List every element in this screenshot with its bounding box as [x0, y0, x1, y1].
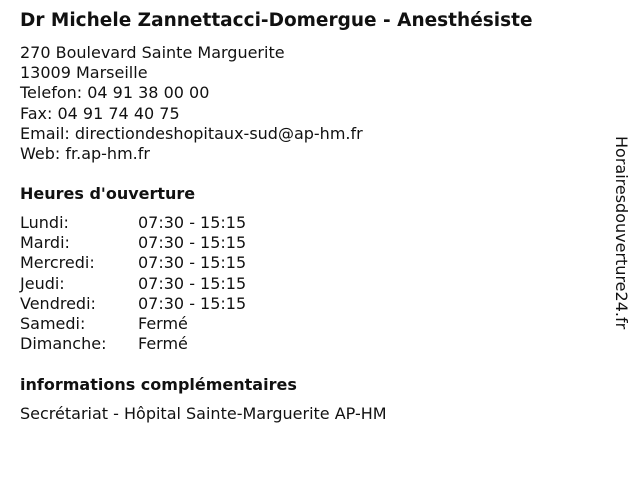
phone-number: Telefon: 04 91 38 00 00	[20, 83, 210, 103]
day-label: Mardi:	[20, 233, 70, 253]
time-value: Fermé	[138, 313, 188, 333]
email-address: Email: directiondeshopitaux-sud@ap-hm.fr	[20, 123, 363, 143]
additional-info-heading: informations complémentaires	[20, 375, 297, 394]
day-label: Vendredi:	[20, 293, 96, 313]
website: Web: fr.ap-hm.fr	[20, 144, 150, 164]
page-title: Dr Michele Zannettacci-Domergue - Anesthésiste	[20, 10, 533, 31]
additional-info-text: Secrétariat - Hôpital Sainte-Marguerite AP-HM	[20, 404, 387, 423]
time-value: 07:30 - 15:15	[138, 273, 247, 293]
time-value: 07:30 - 15:15	[138, 213, 247, 232]
street-address: 270 Boulevard Sainte Marguerite	[20, 43, 285, 62]
day-label: Jeudi:	[20, 273, 65, 293]
day-label: Dimanche:	[20, 334, 107, 354]
day-label: Lundi:	[20, 213, 69, 232]
day-label: Samedi:	[20, 313, 86, 333]
city-address: 13009 Marseille	[20, 63, 148, 83]
time-value: 07:30 - 15:15	[138, 233, 247, 253]
opening-hours-heading: Heures d'ouverture	[20, 184, 196, 203]
day-label: Mercredi:	[20, 253, 95, 273]
fax-number: Fax: 04 91 74 40 75	[20, 103, 180, 123]
time-value: 07:30 - 15:15	[138, 293, 247, 313]
time-value: 07:30 - 15:15	[138, 253, 247, 273]
site-watermark: Horairesdouverture24.fr	[612, 136, 631, 330]
time-value: Fermé	[138, 334, 188, 354]
address-block	[20, 43, 363, 164]
